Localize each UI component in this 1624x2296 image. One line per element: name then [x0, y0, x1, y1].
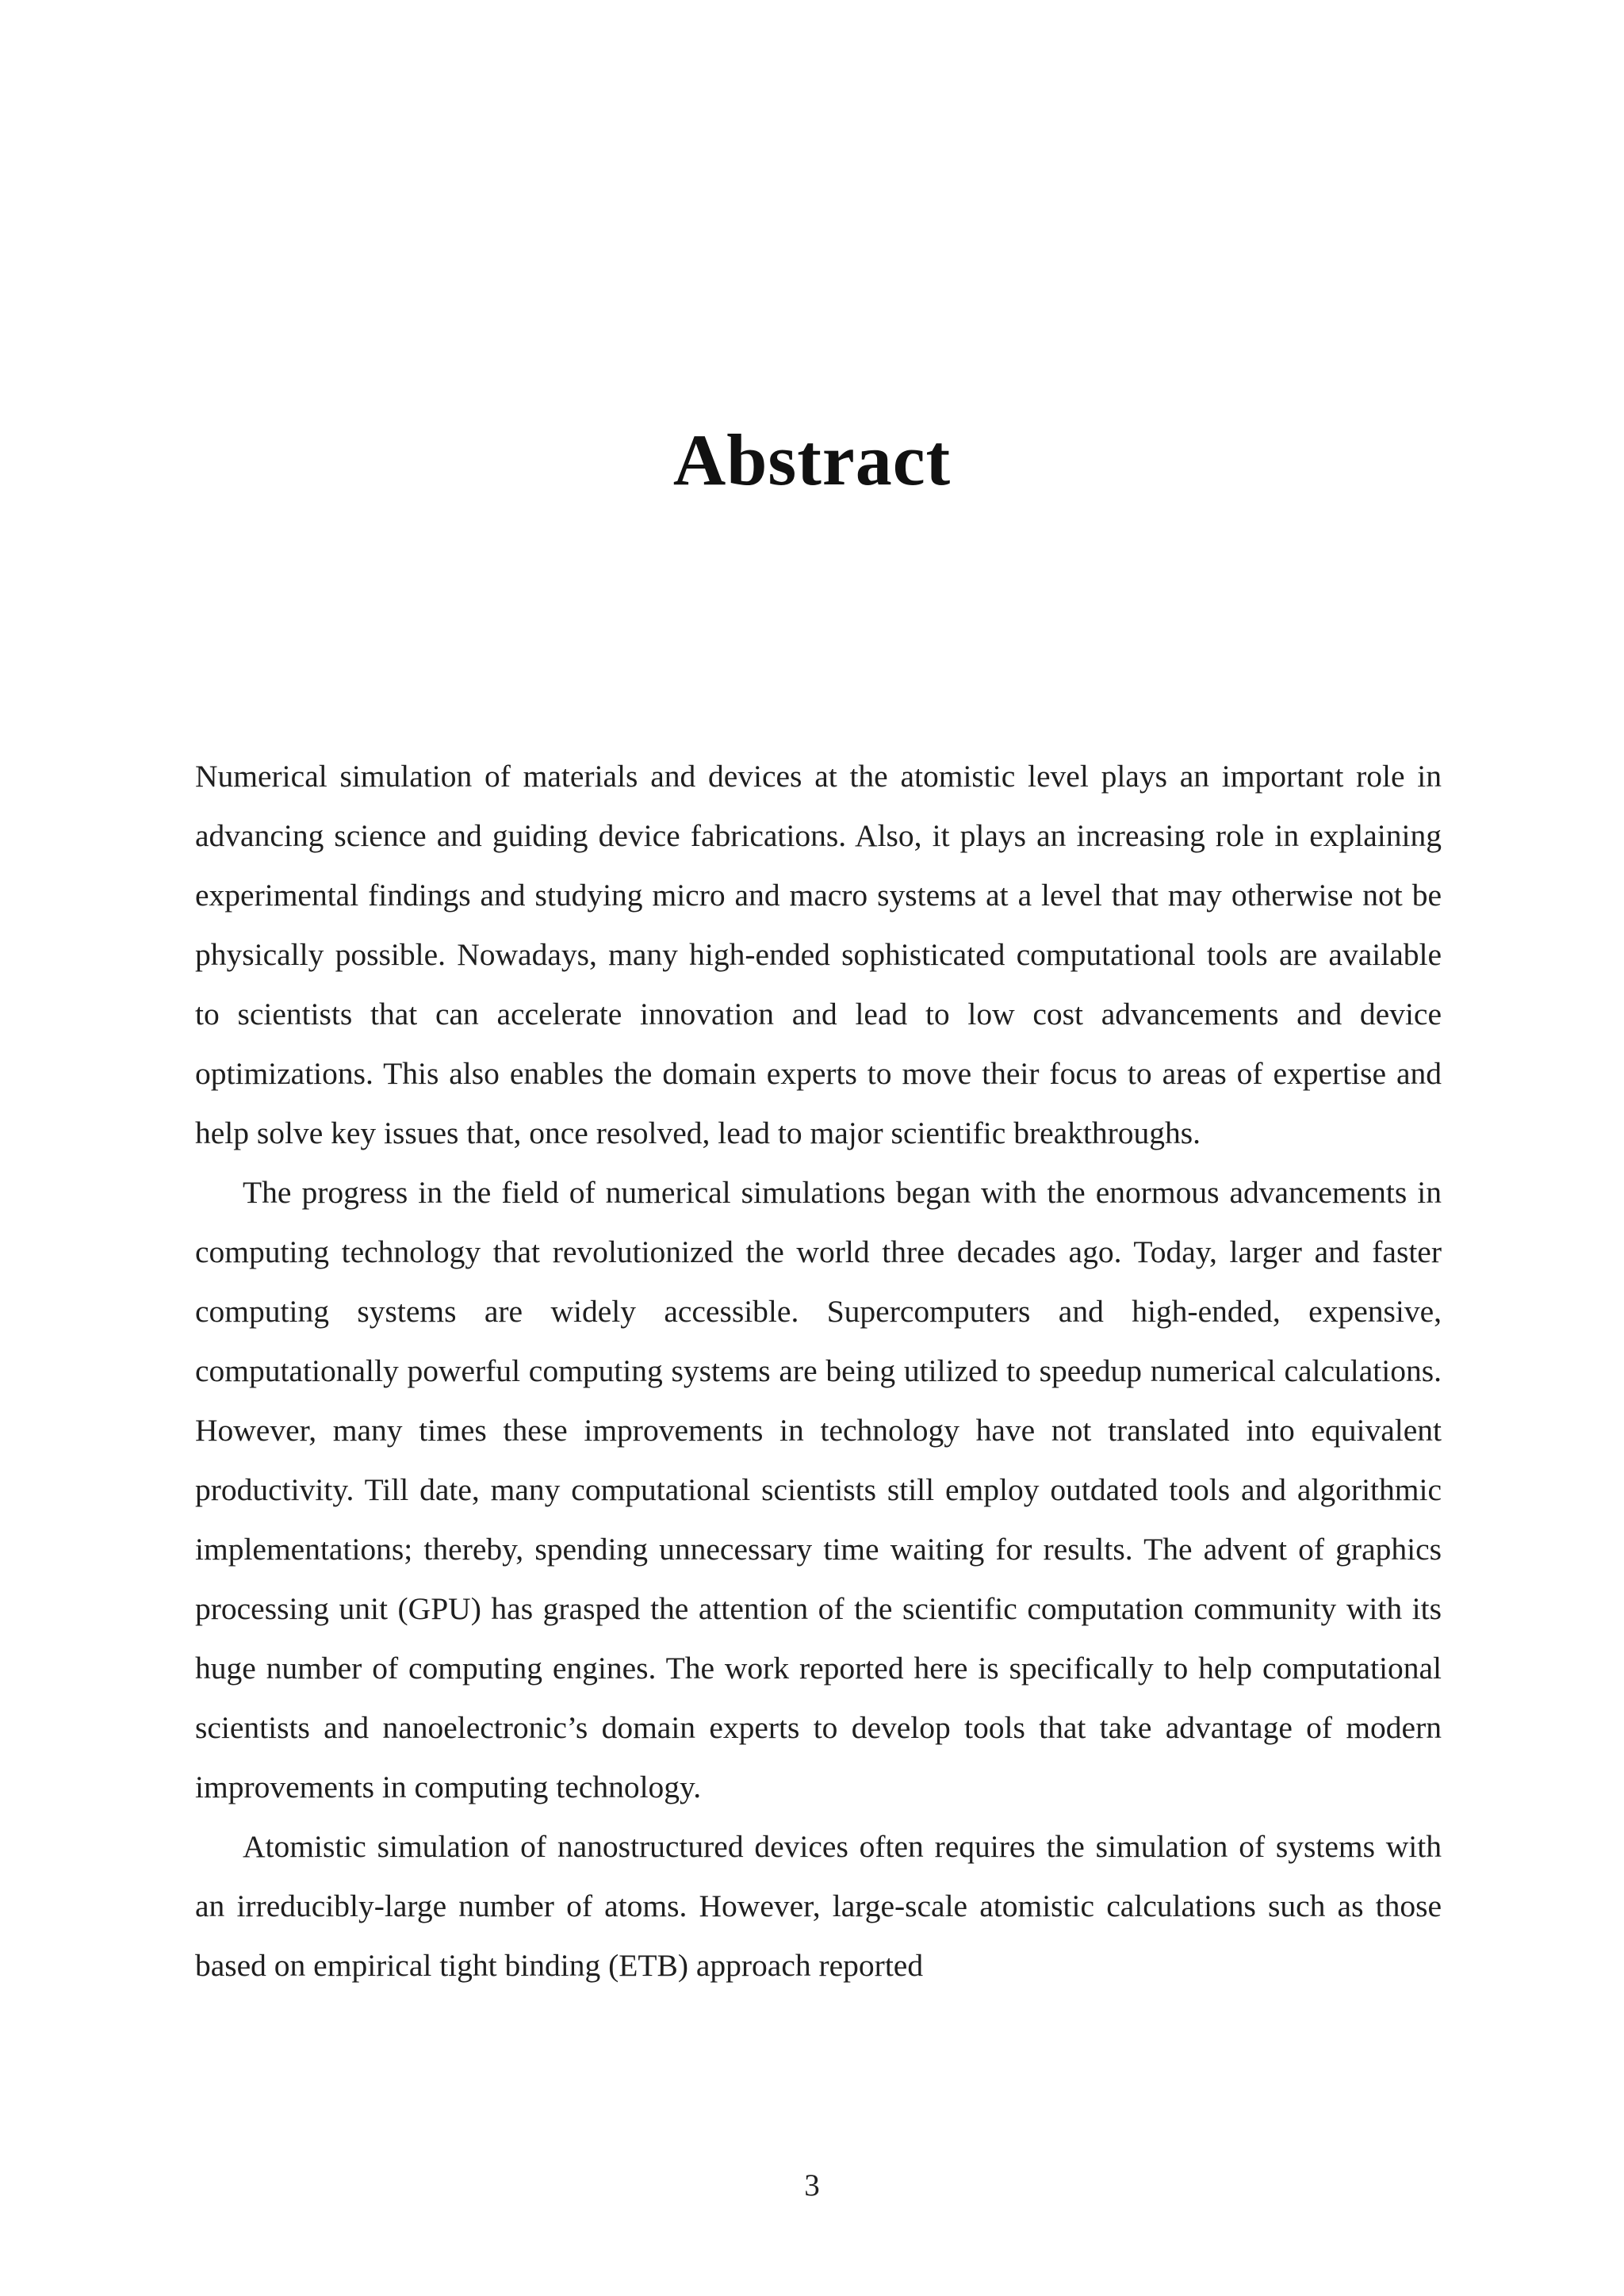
paragraph-2: The progress in the field of numerical simulations began with the enormous advancements in computing technology that revolutionized the world three decades ago. Today, larger and faster computing systems are widely accessible. Supercomputers and high-ended, expensive, computationally powerful computing systems are being utilized to speedup numerical calculations. However, many times these improvements in technology have not translated into equivalent productivity. Till date, many computational scientists still employ outdated tools and algorithmic implementations; thereby, spending unnecessary time waiting for results. The advent of graphics processing unit (GPU) has grasped the attention of the scientific computation community with its huge number of computing engines. The work reported here is specifically to help computational scientists and nanoelectronic’s domain experts to develop tools that take advantage of modern improvements in computing technology. [195, 1175, 1442, 1804]
page-number: 3 [804, 2168, 820, 2202]
paragraph-1: Numerical simulation of materials and devices at the atomistic level plays an important role in advancing science and guiding device fabrications. Also, it plays an increasing role in explaining experimental findings and studying micro and macro systems at a level that may otherwise not be physically possible. Nowadays, many high-ended sophisticated computational tools are available to scientists that can accelerate innovation and lead to low cost advancements and device optimizations. This also enables the domain experts to move their focus to areas of expertise and help solve key issues that, once resolved, lead to major scientific breakthroughs. [195, 759, 1442, 1150]
paragraph-3: Atomistic simulation of nanostructured devices often requires the simulation of systems with an irreducibly-large number of atoms. However, large-scale atomistic calculations such as those based on empirical tight binding (ETB) approach reported [195, 1829, 1442, 1983]
page-title: Abstract [672, 419, 952, 500]
abstract-body [195, 747, 1442, 1996]
